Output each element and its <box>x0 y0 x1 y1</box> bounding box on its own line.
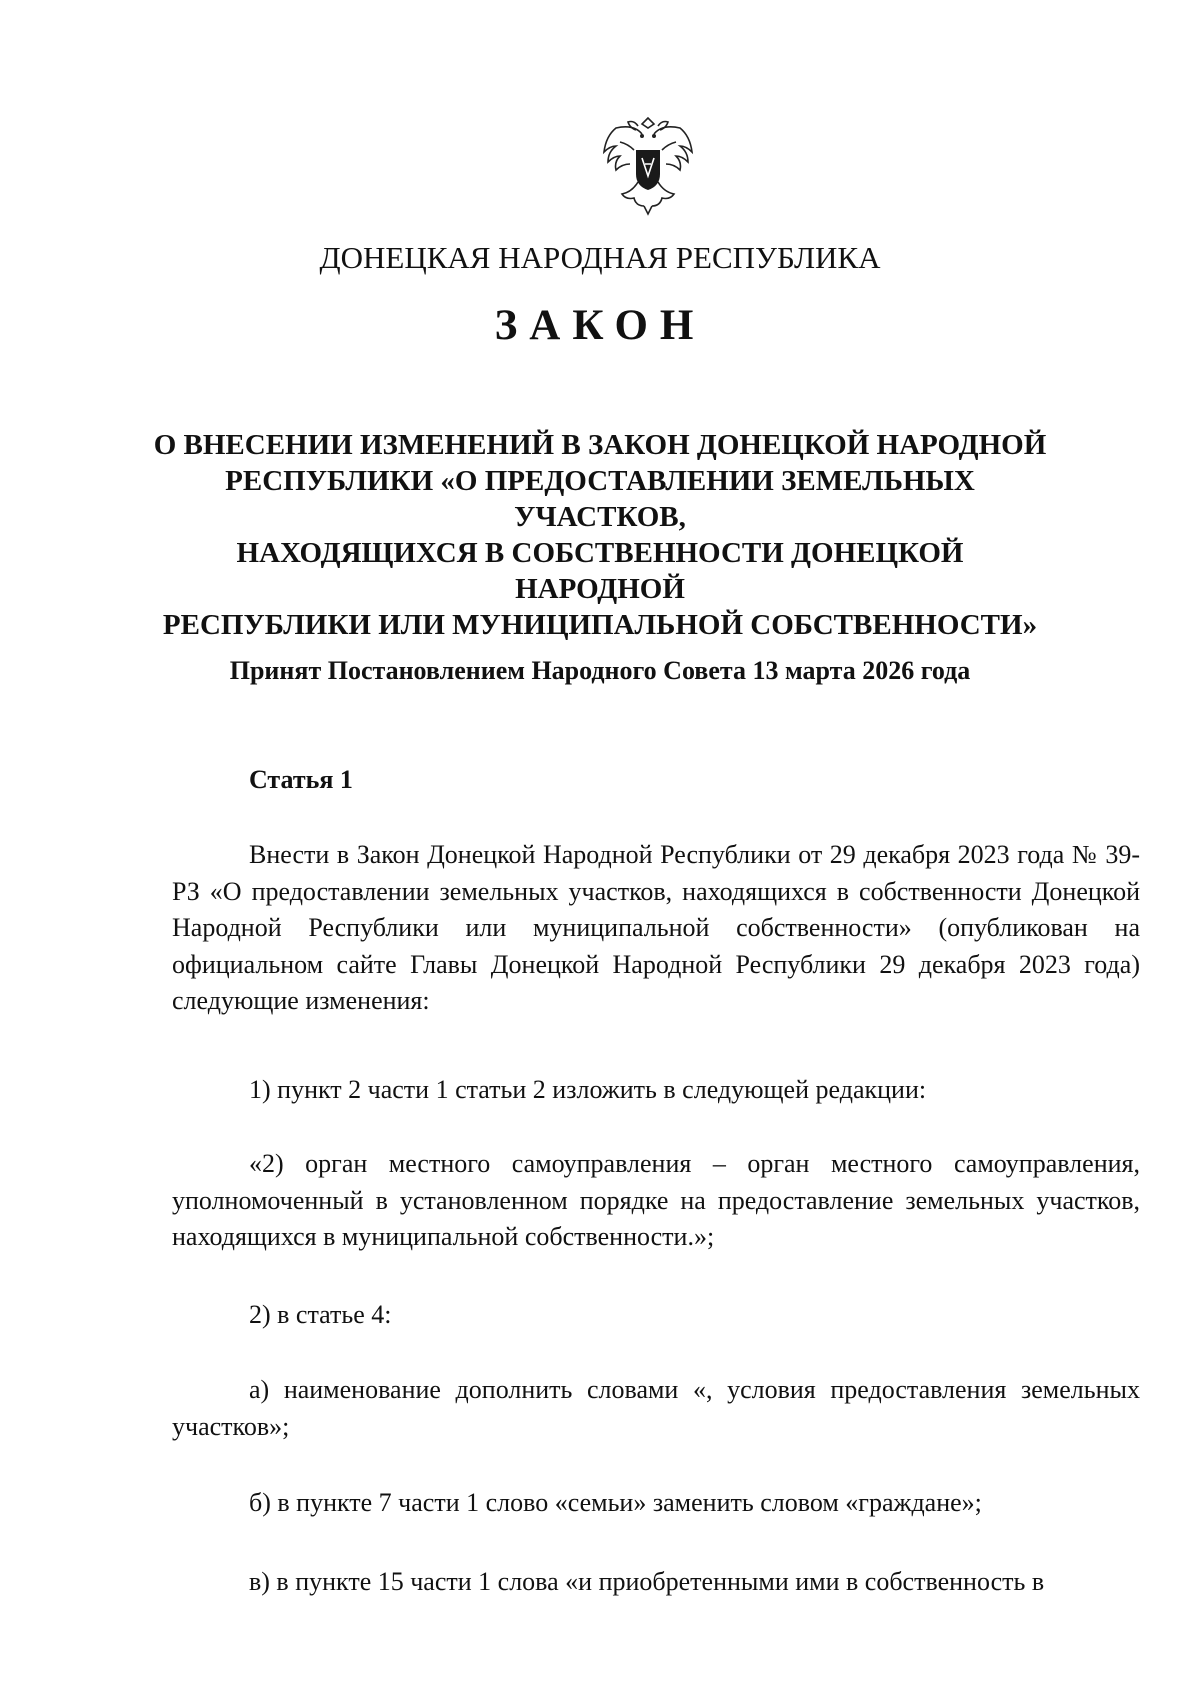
title-line: НАХОДЯЩИХСЯ В СОБСТВЕННОСТИ ДОНЕЦКОЙ НАРОДНОЙ <box>236 537 964 605</box>
paragraph-text: Внести в Закон Донецкой Народной Республики от 29 декабря 2023 года № 39-РЗ «О предоставлении земельных участков, находящихся в собственности Донецкой Народной Республики или муниципальной собственности» (опубликован на официальном сайте Главы Донецкой Народной Республики 29 декабря 2023 года) следующие изменения: <box>172 840 1140 1015</box>
country-name: ДОНЕЦКАЯ НАРОДНАЯ РЕСПУБЛИКА <box>319 240 881 275</box>
coat-of-arms-icon <box>598 112 698 217</box>
paragraph <box>172 1146 1140 1256</box>
paragraph-text: 1) пункт 2 части 1 статьи 2 изложить в следующей редакции: <box>249 1075 927 1104</box>
paragraph-text: «2) орган местного самоуправления – орган местного самоуправления, уполномоченный в установленном порядке на предоставление земельных участков, находящихся в муниципальной собственности.»; <box>172 1149 1140 1251</box>
paragraph <box>172 1297 1140 1334</box>
paragraph-text: б) в пункте 7 части 1 слово «семьи» заменить словом «граждане»; <box>249 1488 982 1517</box>
paragraph-text: в) в пункте 15 части 1 слова «и приобретенными ими в собственность в <box>249 1567 1045 1596</box>
title-line: О ВНЕСЕНИИ ИЗМЕНЕНИЙ В ЗАКОН ДОНЕЦКОЙ НАРОДНОЙ <box>153 429 1047 461</box>
paragraph-text: а) наименование дополнить словами «, условия предоставления земельных участков»; <box>172 1375 1140 1441</box>
paragraph-text: 2) в статье 4: <box>249 1300 392 1329</box>
article-heading: Статья 1 <box>249 765 353 794</box>
adoption-note: Принят Постановлением Народного Совета 13 марта 2026 года <box>229 656 971 685</box>
document-type: ЗАКОН <box>494 302 706 349</box>
title-line: РЕСПУБЛИКИ «О ПРЕДОСТАВЛЕНИИ ЗЕМЕЛЬНЫХ УЧАСТКОВ, <box>225 465 975 533</box>
paragraph <box>172 837 1140 1020</box>
law-title <box>150 427 1050 643</box>
paragraph <box>172 1485 1140 1522</box>
paragraph <box>172 1564 1140 1601</box>
paragraph <box>172 1072 1140 1109</box>
paragraph <box>172 1372 1140 1445</box>
title-line: РЕСПУБЛИКИ ИЛИ МУНИЦИПАЛЬНОЙ СОБСТВЕННОСТИ» <box>162 609 1038 641</box>
